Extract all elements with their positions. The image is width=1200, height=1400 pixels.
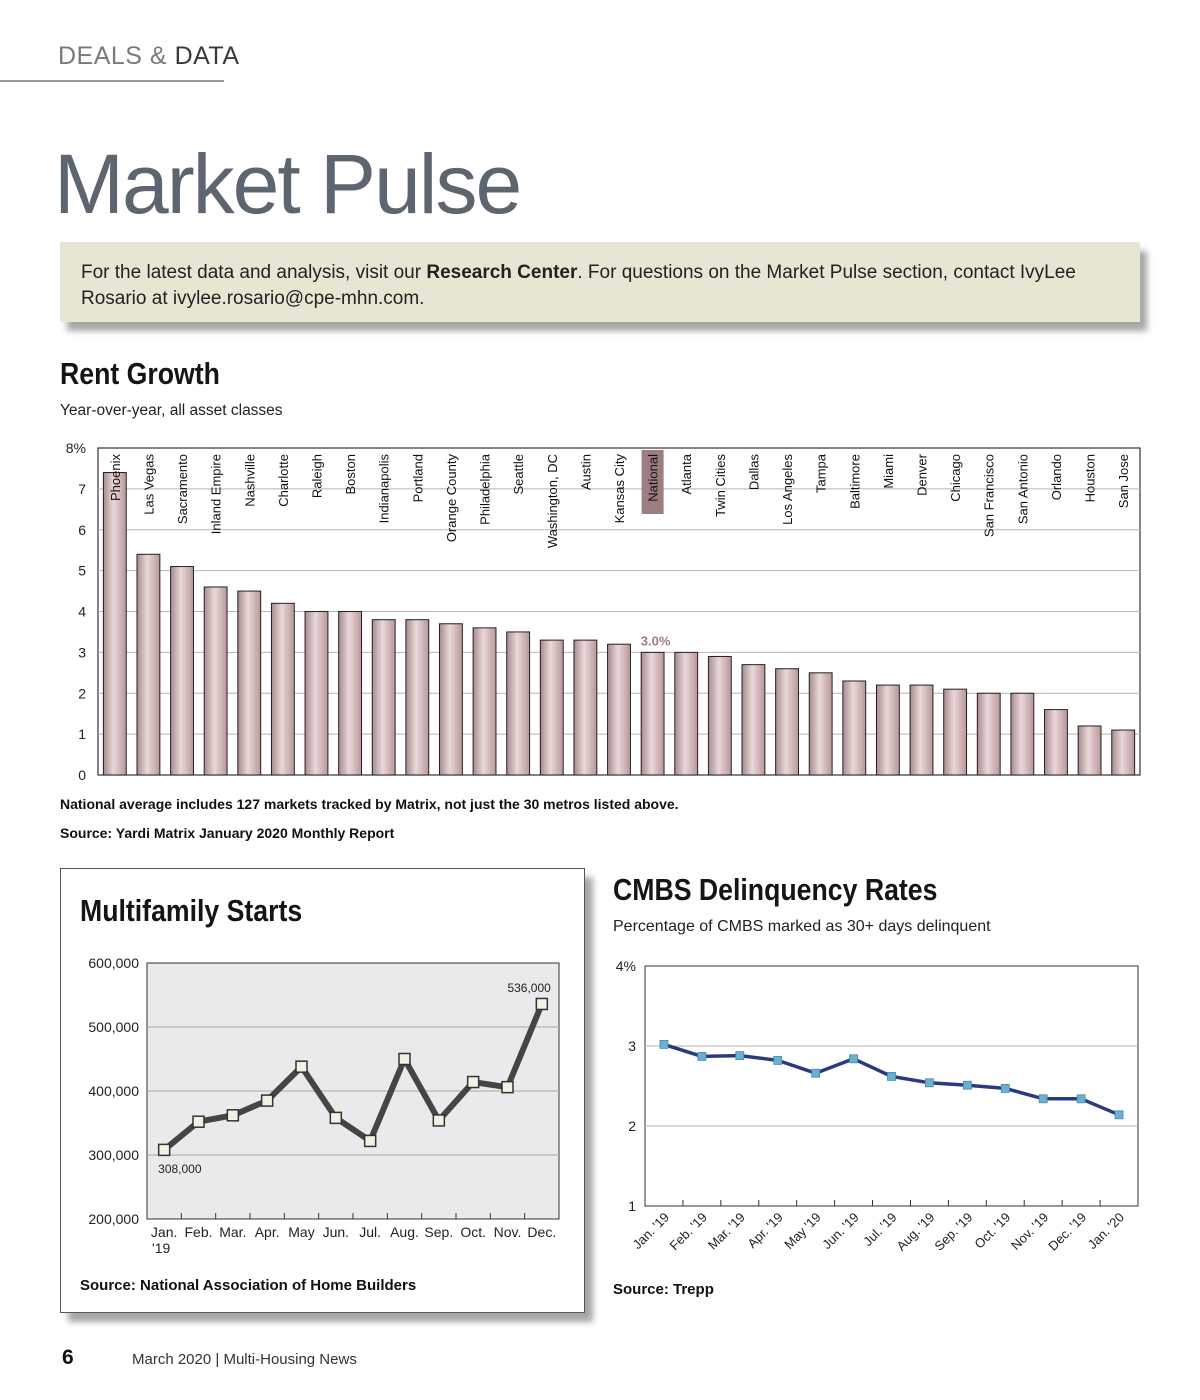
cmbs-x-tick-label: Jan. '19 [629,1209,673,1253]
cmbs-point-marker [1039,1095,1047,1103]
rent-y-tick-label: 5 [78,562,86,579]
mf-point-marker [502,1082,513,1093]
info-box [60,242,1140,322]
cmbs-point-marker [963,1081,971,1089]
rent-category-label: Portland [410,454,426,503]
page-number: 6 [62,1346,74,1369]
cmbs-x-tick-label: Mar. '19 [704,1209,748,1253]
mf-y-tick-label: 400,000 [88,1083,139,1099]
cmbs-point-marker [888,1072,896,1080]
bar-charlotte [271,603,294,775]
bar-tampa [809,673,832,775]
mf-point-marker [193,1116,204,1127]
rent-category-label: Orlando [1048,454,1064,501]
mf-x-tick-label: Jun. [322,1224,350,1240]
mf-point-marker [262,1095,273,1106]
cmbs-subtitle: Percentage of CMBS marked as 30+ days delinquent [613,918,991,935]
mf-x-tick-label: Jan. [150,1224,178,1240]
national-value-label: 3.0% [640,633,671,649]
cmbs-x-tick-label: Jan. '20 [1084,1209,1128,1253]
cmbs-point-marker [1001,1084,1009,1092]
bar-boston [339,612,362,776]
rent-category-label: Twin Cities [712,454,728,517]
mf-point-marker [296,1061,307,1072]
cmbs-x-tick-label: Feb. '19 [666,1209,711,1254]
bar-denver [910,685,933,775]
rent-growth-note: National average includes 127 markets tracked by Matrix, not just the 30 metros listed above. [60,796,679,812]
bar-indianapolis [372,620,395,775]
rent-y-tick-label: 7 [78,480,86,497]
mf-last-value-label: 536,000 [507,980,551,995]
mf-x-tick-label: Jul. [359,1224,382,1240]
rent-category-label: Atlanta [679,454,695,495]
bar-atlanta [675,652,698,775]
mf-y-tick-label: 600,000 [88,955,139,971]
cmbs-point-marker [812,1069,820,1077]
section-label-dark: DATA [174,42,240,70]
mf-point-marker [227,1110,238,1121]
cmbs-source: Source: Trepp [613,1281,714,1298]
cmbs-plot-area [645,966,1138,1206]
rent-category-label: Orange County [443,454,459,543]
cmbs-point-marker [1115,1111,1123,1119]
mf-x-tick-label: Oct. [460,1224,487,1240]
mf-x-tick-label: Aug. [390,1224,419,1240]
rent-category-label: Los Angeles [780,454,796,525]
mf-x-tick-label: Nov. [493,1224,522,1240]
cmbs-point-marker [1077,1095,1085,1103]
rent-category-label: Baltimore [847,454,863,509]
rent-category-label: Dallas [746,454,762,491]
bar-raleigh [305,612,328,776]
bar-kansas-city [608,644,631,775]
rent-category-label: Indianapolis [376,454,392,524]
bar-washington-dc [540,640,563,775]
multifamily-box [60,868,585,1313]
mf-y-tick-label: 200,000 [88,1211,139,1227]
bar-nashville [238,591,261,775]
rent-category-label: San Francisco [981,454,997,538]
mf-x-tick-label: Sep. [424,1224,454,1240]
cmbs-x-tick-label: Sep. '19 [931,1209,976,1254]
cmbs-y-tick-label: 4% [615,958,636,974]
rent-y-tick-label: 3 [78,644,86,661]
rent-y-tick-label: 1 [78,726,86,743]
cmbs-x-tick-label: Apr. '19 [744,1209,786,1252]
bar-san-antonio [1011,693,1034,775]
publication-line: March 2020 | Multi-Housing News [132,1351,357,1368]
bar-orange-county [440,624,463,775]
bar-twin-cities [708,656,731,775]
mf-point-marker [159,1144,170,1155]
bar-chicago [944,689,967,775]
rent-category-label: Washington, DC [544,453,560,549]
bar-houston [1078,726,1101,775]
mf-x-tick-label: Feb. [184,1224,213,1240]
page-title: Market Pulse [54,137,521,231]
mf-first-value-label: 308,000 [158,1161,202,1176]
rent-growth-title: Rent Growth [60,356,220,391]
cmbs-chart [600,952,1160,1272]
info-text-before: For the latest data and analysis, visit our [81,262,427,283]
rent-y-tick-label: 4 [78,603,86,620]
cmbs-y-tick-label: 3 [628,1038,636,1054]
multifamily-chart [61,947,584,1267]
mf-x-tick-label: Apr. [254,1224,280,1240]
mf-y-tick-label: 500,000 [88,1019,139,1035]
bar-orlando [1045,710,1068,775]
bar-sacramento [171,567,194,775]
info-text [81,260,1131,312]
rent-category-label: Austin [578,454,594,491]
info-text-after: . For questions on the Market Pulse section, contact IvyLee Rosario at ivylee.rosario@cpe-mhn.com. [81,262,1076,309]
rent-category-label: Miami [880,454,896,489]
rent-y-tick-label: 6 [78,521,86,538]
cmbs-point-marker [850,1055,858,1063]
rent-y-tick-label: 2 [78,685,86,702]
cmbs-point-marker [925,1079,933,1087]
mf-y-tick-label: 300,000 [88,1147,139,1163]
rent-category-label: Phoenix [107,454,123,501]
bar-las-vegas [137,554,160,775]
rent-category-label: Kansas City [612,454,627,524]
cmbs-point-marker [660,1040,668,1048]
cmbs-x-tick-label: Nov. '19 [1007,1209,1052,1253]
bar-portland [406,620,429,775]
mf-point-marker [330,1112,341,1123]
rent-category-label: Las Vegas [141,454,157,515]
cmbs-x-tick-label: Jul. '19 [860,1209,900,1249]
cmbs-x-tick-label: Dec. '19 [1045,1209,1090,1254]
rent-category-label: National [645,454,661,502]
rent-growth-chart [50,436,1150,786]
mf-x-tick-label: May [288,1224,315,1240]
rent-growth-subtitle: Year-over-year, all asset classes [60,402,283,419]
rent-category-label: Chicago [948,454,964,502]
cmbs-point-marker [698,1052,706,1060]
mf-point-marker [365,1135,376,1146]
multifamily-source: Source: National Association of Home Builders [80,1277,417,1294]
mf-x-tick-label: Dec. [527,1224,557,1240]
rent-growth-source: Source: Yardi Matrix January 2020 Monthly Report [60,825,395,841]
mf-point-marker [536,998,547,1009]
rent-category-label: Raleigh [309,454,325,499]
mf-point-marker [399,1054,410,1065]
rent-category-label: Charlotte [275,454,291,507]
rent-category-label: Houston [1082,454,1098,503]
multifamily-title: Multifamily Starts [80,893,303,928]
section-divider [0,80,224,82]
bar-national [641,652,664,775]
research-center-link[interactable]: Research Center [426,262,578,283]
section-label [58,42,240,71]
mf-point-marker [468,1077,479,1088]
bar-san-francisco [977,693,1000,775]
rent-category-label: Philadelphia [477,454,493,525]
rent-category-label: Sacramento [175,454,191,525]
rent-category-label: Denver [914,454,930,496]
rent-y-tick-label: 0 [78,767,86,783]
rent-category-label: San Jose [1116,454,1132,509]
cmbs-title: CMBS Delinquency Rates [613,872,938,907]
bar-san-jose [1112,730,1135,775]
section-label-light: DEALS & [58,42,175,70]
cmbs-point-marker [736,1052,744,1060]
cmbs-y-tick-label: 1 [628,1198,636,1214]
rent-category-label: San Antonio [1015,454,1031,525]
bar-phoenix [103,473,126,775]
cmbs-x-tick-label: Aug. '19 [893,1209,938,1254]
bar-dallas [742,665,765,775]
bar-austin [574,640,597,775]
cmbs-y-tick-label: 2 [628,1118,636,1134]
rent-category-label: Inland Empire [208,454,224,535]
cmbs-point-marker [774,1056,782,1064]
rent-y-tick-label: 8% [65,440,86,456]
mf-point-marker [433,1115,444,1126]
rent-category-label: Nashville [242,454,258,507]
cmbs-x-tick-label: May '19 [781,1209,824,1253]
bar-seattle [507,632,530,775]
cmbs-x-tick-label: Oct. '19 [971,1209,1014,1252]
bar-inland-empire [204,587,227,775]
cmbs-x-tick-label: Jun. '19 [819,1209,862,1253]
rent-category-label: Boston [343,454,359,495]
bar-philadelphia [473,628,496,775]
bar-miami [876,685,899,775]
bar-baltimore [843,681,866,775]
rent-category-label: Seattle [511,453,527,495]
rent-category-label: Tampa [813,454,829,494]
mf-x-tick-label-year: '19 [152,1240,171,1256]
bar-los-angeles [776,669,799,775]
mf-x-tick-label: Mar. [219,1224,247,1240]
